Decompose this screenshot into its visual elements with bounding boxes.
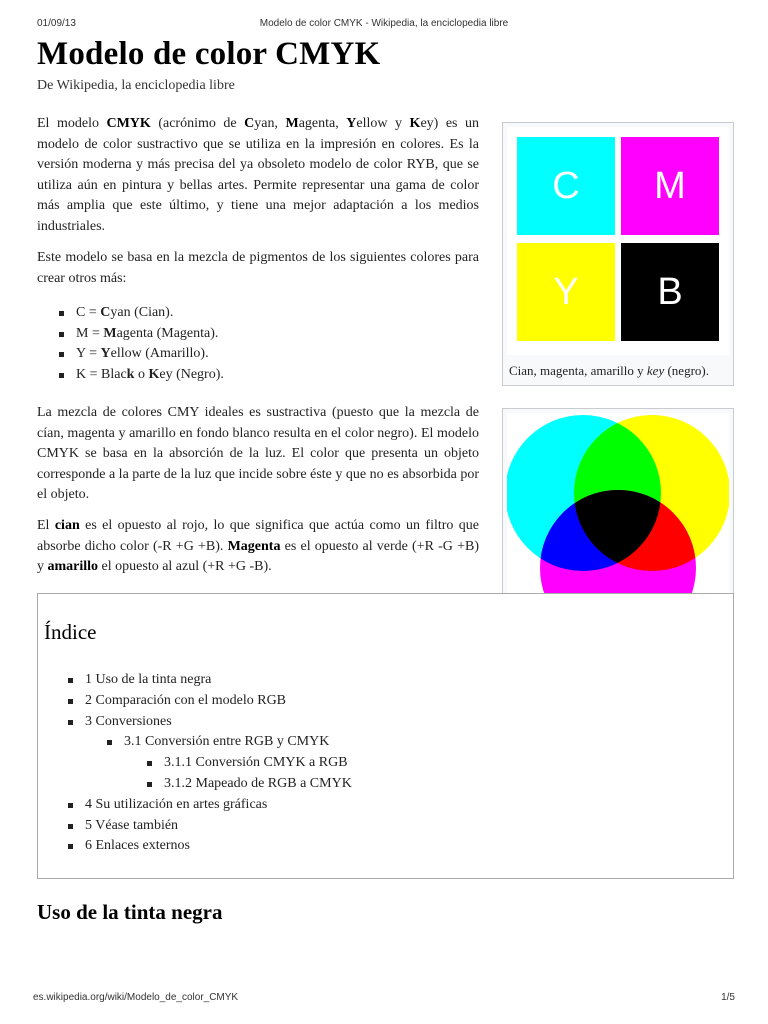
fourth-paragraph (37, 516, 479, 578)
square-m-letter: M (654, 165, 686, 207)
toc-title: Índice (44, 620, 97, 644)
toc-item[interactable]: 3.1.2 Mapeado de RGB a CMYK (144, 774, 352, 795)
print-url: es.wikipedia.org/wiki/Modelo_de_color_CMYK (33, 992, 239, 1003)
square-b-letter: B (657, 271, 683, 313)
text-run: es el opuesto al verde (+R -G +B) y (37, 538, 479, 575)
bold-text: C (244, 116, 255, 131)
square-c (517, 137, 615, 235)
bold-text: amarillo (47, 559, 99, 575)
text-run: o (134, 366, 149, 382)
text-run: (acrónimo de (150, 116, 245, 131)
list-item (56, 344, 224, 365)
text-run: Y = (76, 346, 101, 362)
square-y-letter: Y (553, 271, 579, 313)
text-run: el opuesto al azul (+R +G -B). (98, 559, 272, 575)
toc-item[interactable]: 2 Comparación con el modelo RGB (65, 691, 352, 712)
text-run: ey) es un modelo de color sustractivo que se utiliza en la impresión en colores. Es la versión moderna y más precisa del ya obsoleto modelo de color RYB, que se utiliza aún en pintura y bellas artes. Permite representar una gama de color más amplia que este último, y tiene una mejor adaptación a los medios industriales. (37, 116, 480, 234)
bold-text: cian (54, 518, 80, 533)
text-run: K = Blac (76, 366, 127, 382)
toc-item[interactable]: 3.1 Conversión entre RGB y CMYK (104, 732, 352, 753)
text-run: yan, (254, 116, 286, 131)
bold-text: M (103, 325, 117, 341)
third-text: La mezcla de colores CMY ideales es sustractiva (puesto que la mezcla de cían, magenta y amarillo en fondo blanco resulta en el color negro). El modelo CMYK se basa en la absorción de la luz. El color que presenta un objeto corresponde a la parte de la luz que incide sobre éste y que no es absorbida por el objeto. (37, 405, 479, 503)
second-paragraph (37, 248, 479, 289)
third-paragraph (37, 403, 479, 506)
section-heading: Uso de la tinta negra (37, 900, 223, 924)
bold-text: K (148, 366, 160, 382)
print-page-title: Modelo de color CMYK - Wikipedia, la enciclopedia libre (259, 18, 509, 29)
print-date: 01/09/13 (37, 18, 76, 29)
second-text: Este modelo se basa en la mezcla de pigmentos de los siguientes colores para crear otros más: (37, 250, 479, 286)
text-run: agenta, (298, 116, 347, 131)
toc-list (38, 670, 352, 857)
text-run: ellow y (356, 116, 410, 131)
bold-text: M (285, 116, 299, 131)
intro-paragraph (37, 114, 479, 238)
list-item (56, 324, 224, 345)
toc-item[interactable]: 1 Uso de la tinta negra (65, 670, 352, 691)
bold-text: K (409, 116, 421, 131)
print-page-number: 1/5 (721, 992, 735, 1003)
text-run: yan (Cian). (110, 305, 174, 320)
text-run: El modelo (37, 116, 107, 131)
bold-text: C (100, 305, 111, 320)
text-run: (negro). (664, 363, 709, 378)
text-run: ey (Negro). (159, 366, 224, 382)
fourth-text (37, 516, 479, 578)
bold-text: Magenta (227, 538, 281, 554)
text-run: Cian, magenta, amarillo y (509, 363, 647, 378)
square-b (621, 243, 719, 341)
bold-text: Y (346, 116, 357, 131)
color-list (56, 303, 224, 385)
bold-text: Y (100, 346, 111, 362)
cmyk-squares-figure (502, 122, 734, 386)
text-run: ellow (Amarillo). (110, 346, 209, 362)
text-run: es el opuesto al rojo, lo que significa que actúa como un filtro que absorbe dicho color (-R +G +B). (37, 518, 479, 554)
toc-item[interactable]: 3 Conversiones (65, 712, 352, 733)
text-run: M = (76, 325, 104, 341)
square-y (517, 243, 615, 341)
bold-text: CMYK (106, 116, 151, 131)
table-of-contents (37, 593, 734, 879)
toc-item[interactable]: 3.1.1 Conversión CMYK a RGB (144, 753, 352, 774)
intro-text (37, 114, 479, 238)
text-run: agenta (Magenta). (116, 325, 219, 341)
square-c-letter: C (552, 165, 580, 207)
bold-text: k (126, 366, 135, 382)
page-title: Modelo de color CMYK (37, 36, 381, 72)
figure1-caption (509, 361, 729, 380)
list-item (56, 303, 224, 324)
italic-text: key (646, 363, 665, 378)
cmyk-squares-image[interactable] (507, 127, 729, 355)
text-run: El (37, 518, 55, 533)
toc-item[interactable]: 5 Véase también (65, 816, 352, 837)
page-tagline: De Wikipedia, la enciclopedia libre (37, 78, 235, 93)
toc-item[interactable]: 4 Su utilización en artes gráficas (65, 795, 352, 816)
list-item (56, 365, 224, 386)
text-run: C = (76, 305, 101, 320)
square-m (621, 137, 719, 235)
toc-item[interactable]: 6 Enlaces externos (65, 836, 352, 857)
